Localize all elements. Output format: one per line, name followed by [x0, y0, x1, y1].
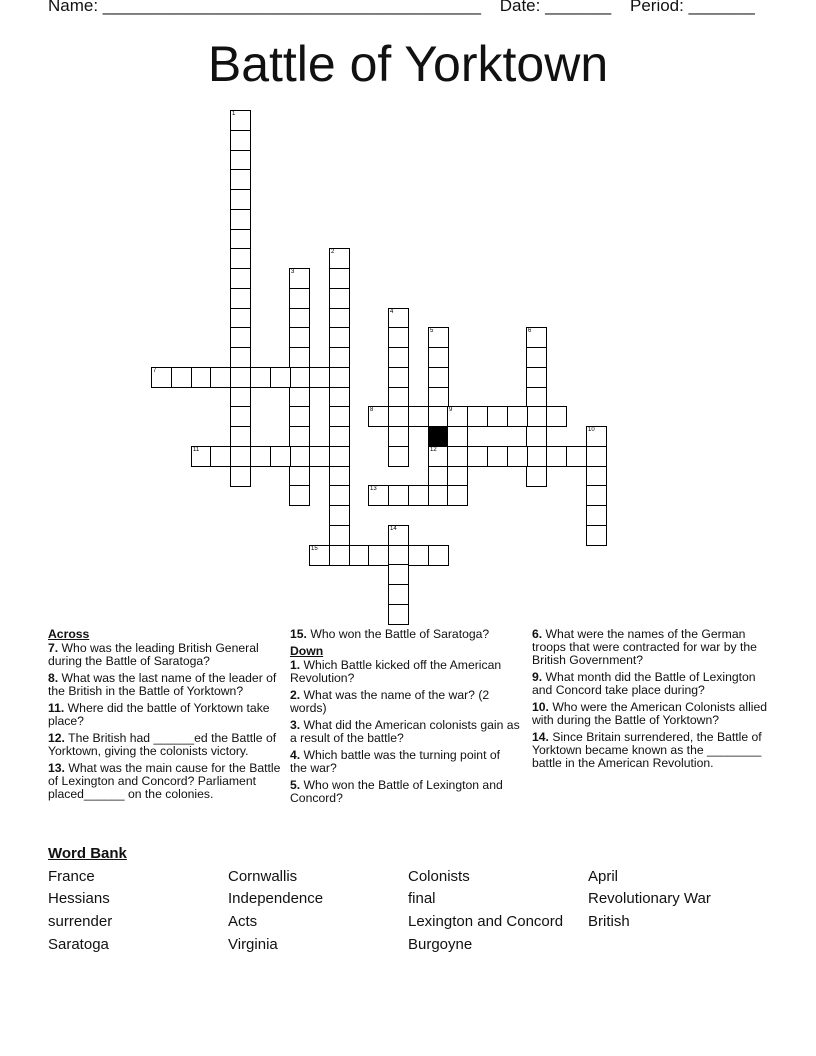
crossword-cell[interactable]: [467, 406, 488, 427]
crossword-cell[interactable]: [368, 485, 389, 506]
crossword-cell[interactable]: [526, 426, 547, 447]
crossword-cell[interactable]: [250, 367, 271, 388]
crossword-cell[interactable]: [388, 604, 409, 625]
clue-number: 13: [370, 486, 377, 492]
crossword-cell[interactable]: [309, 545, 330, 566]
crossword-cell[interactable]: [507, 406, 528, 427]
clue-number: 15: [311, 546, 318, 552]
crossword-cell[interactable]: [329, 505, 350, 526]
crossword-cell[interactable]: [230, 446, 251, 467]
crossword-cell[interactable]: [289, 485, 310, 506]
crossword-cell[interactable]: [250, 446, 271, 467]
crossword-cell[interactable]: [546, 406, 567, 427]
crossword-cell[interactable]: [230, 327, 251, 348]
crossword-cell[interactable]: [447, 426, 468, 447]
crossword-cell[interactable]: [230, 268, 251, 289]
clue-down-6: 6. What were the names of the German troops that were contracted for war by the British Government?: [532, 627, 757, 667]
crossword-cell[interactable]: [586, 505, 607, 526]
word-bank-item: final: [408, 890, 436, 907]
crossword-cell[interactable]: [329, 288, 350, 309]
crossword-cell[interactable]: [586, 446, 607, 467]
crossword-cell[interactable]: [309, 446, 330, 467]
crossword-cell[interactable]: [289, 446, 310, 467]
crossword-cell[interactable]: [329, 347, 350, 368]
crossword-cell[interactable]: [428, 545, 449, 566]
clue-number: 6: [528, 328, 532, 334]
clue-across-7: 7. Who was the leading British General during the Battle of Saratoga?: [48, 641, 259, 668]
crossword-cell[interactable]: [388, 327, 409, 348]
crossword-cell[interactable]: [586, 525, 607, 546]
crossword-cell[interactable]: [526, 327, 547, 348]
clue-number: 7: [153, 368, 157, 374]
crossword-cell[interactable]: [428, 466, 449, 487]
crossword-cell[interactable]: [546, 446, 567, 467]
crossword-cell[interactable]: [428, 367, 449, 388]
crossword-cell[interactable]: [428, 387, 449, 408]
clue-down-4: 4. Which battle was the turning point of the war?: [290, 748, 501, 775]
crossword-cell[interactable]: [388, 367, 409, 388]
crossword-cell[interactable]: [230, 406, 251, 427]
crossword-cell[interactable]: [289, 308, 310, 329]
crossword-cell[interactable]: [329, 406, 350, 427]
crossword-cell[interactable]: [408, 406, 429, 427]
crossword-cell[interactable]: [289, 327, 310, 348]
crossword-cell[interactable]: [210, 446, 231, 467]
crossword-cell[interactable]: [270, 367, 291, 388]
name-field[interactable]: Name: ________________________________________: [48, 0, 481, 15]
crossword-cell[interactable]: [289, 268, 310, 289]
crossword-cell[interactable]: [526, 446, 547, 467]
word-bank-item: surrender: [48, 913, 113, 930]
clue-number: 9: [449, 407, 453, 413]
word-bank-item: Virginia: [228, 936, 278, 953]
word-bank-item: Cornwallis: [228, 868, 298, 885]
crossword-cell[interactable]: [230, 288, 251, 309]
crossword-cell[interactable]: [586, 426, 607, 447]
clue-down-3: 3. What did the American colonists gain as a result of the battle?: [290, 718, 520, 745]
crossword-cell[interactable]: [230, 466, 251, 487]
crossword-cell[interactable]: [388, 347, 409, 368]
crossword-cell[interactable]: [388, 485, 409, 506]
clue-down-1: 1. Which Battle kicked off the American Revolution?: [290, 658, 502, 685]
down-heading: Down: [290, 644, 324, 658]
clue-down-5: 5. Who won the Battle of Lexington and Concord?: [290, 778, 503, 805]
crossword-cell[interactable]: [586, 466, 607, 487]
crossword-cell[interactable]: [428, 406, 449, 427]
crossword-cell[interactable]: [447, 466, 468, 487]
crossword-cell[interactable]: [230, 150, 251, 171]
crossword-cell[interactable]: [289, 367, 310, 388]
clue-down-2: 2. What was the name of the war? (2 words): [290, 688, 490, 715]
crossword-cell[interactable]: [526, 347, 547, 368]
crossword-cell[interactable]: [230, 347, 251, 368]
crossword-cell[interactable]: [388, 387, 409, 408]
clue-down-14: 14. Since Britain surrendered, the Battle of Yorktown became known as the ________ battle in the American Revolution.: [532, 730, 762, 770]
crossword-cell[interactable]: [230, 248, 251, 269]
crossword-cell[interactable]: [408, 545, 429, 566]
crossword-cell[interactable]: [526, 387, 547, 408]
clue-number: 5: [430, 328, 434, 334]
clue-across-12: 12. The British had ______ed the Battle of Yorktown, giving the colonists victory.: [48, 731, 277, 758]
clue-down-10: 10. Who were the American Colonists allied with during the Battle of Yorktown?: [532, 700, 768, 727]
crossword-cell[interactable]: [388, 525, 409, 546]
crossword-cell[interactable]: [428, 446, 449, 467]
clue-number: 10: [588, 427, 595, 433]
crossword-cell[interactable]: [368, 545, 389, 566]
clues-column-2: [290, 628, 520, 809]
crossword-cell[interactable]: [230, 209, 251, 230]
clue-down-9: 9. What month did the Battle of Lexington and Concord take place during?: [532, 670, 756, 697]
crossword-cell[interactable]: [329, 446, 350, 467]
crossword-cell[interactable]: [349, 545, 370, 566]
crossword-cell[interactable]: [329, 248, 350, 269]
crossword-cell[interactable]: [289, 406, 310, 427]
crossword-cell[interactable]: [230, 367, 251, 388]
crossword-cell[interactable]: [428, 485, 449, 506]
clue-number: 8: [370, 407, 374, 413]
word-bank-item: Acts: [228, 913, 258, 930]
crossword-cell[interactable]: [289, 288, 310, 309]
crossword-cell[interactable]: [329, 545, 350, 566]
crossword-cell[interactable]: [289, 426, 310, 447]
crossword-cell[interactable]: [388, 426, 409, 447]
crossword-cell[interactable]: [388, 446, 409, 467]
word-bank-item: Saratoga: [48, 936, 109, 953]
clues-column-1: [48, 628, 283, 805]
crossword-cell[interactable]: [230, 130, 251, 151]
crossword-cell[interactable]: [309, 367, 330, 388]
crossword-cell[interactable]: [526, 367, 547, 388]
clue-across-15: 15. Who won the Battle of Saratoga?: [290, 627, 490, 641]
crossword-cell[interactable]: [388, 545, 409, 566]
crossword-cell[interactable]: [329, 525, 350, 546]
word-bank-item: Colonists: [408, 868, 470, 885]
crossword-cell[interactable]: [487, 406, 508, 427]
crossword-cell[interactable]: [230, 110, 251, 131]
crossword-cell[interactable]: [230, 387, 251, 408]
crossword-cell[interactable]: [270, 446, 291, 467]
clue-number: 4: [390, 309, 394, 315]
clue-number: 12: [430, 447, 437, 453]
crossword-cell[interactable]: [329, 485, 350, 506]
crossword-cell[interactable]: [289, 387, 310, 408]
crossword-cell[interactable]: [467, 446, 488, 467]
crossword-cell[interactable]: [171, 367, 192, 388]
crossword-cell[interactable]: [428, 327, 449, 348]
crossword-cell[interactable]: [230, 189, 251, 210]
word-bank-item: April: [588, 868, 619, 885]
clue-number: 2: [331, 249, 335, 255]
crossword-cell[interactable]: [191, 367, 212, 388]
word-bank-item: Hessians: [48, 890, 110, 907]
clue-across-13: 13. What was the main cause for the Battle of Lexington and Concord? Parliament placed______ on the colonies.: [48, 761, 281, 801]
black-square: [428, 426, 449, 447]
crossword-cell[interactable]: [329, 268, 350, 289]
crossword-cell[interactable]: [388, 406, 409, 427]
crossword-cell[interactable]: [230, 308, 251, 329]
crossword-cell[interactable]: [289, 347, 310, 368]
crossword-cell[interactable]: [447, 446, 468, 467]
clue-across-8: 8. What was the last name of the leader of the British in the Battle of Yorktown?: [48, 671, 277, 698]
clue-number: 3: [291, 269, 295, 275]
clue-number: 1: [232, 111, 236, 117]
crossword-cell[interactable]: [526, 406, 547, 427]
crossword-cell[interactable]: [329, 466, 350, 487]
date-field[interactable]: Date: _______: [499, 0, 612, 15]
crossword-cell[interactable]: [388, 584, 409, 605]
crossword-cell[interactable]: [566, 446, 587, 467]
crossword-cell[interactable]: [151, 367, 172, 388]
word-bank-item: France: [48, 868, 95, 885]
word-bank-item: Burgoyne: [408, 936, 473, 953]
crossword-cell[interactable]: [507, 446, 528, 467]
crossword-cell[interactable]: [230, 426, 251, 447]
word-bank-item: Lexington and Concord: [408, 913, 564, 930]
crossword-cell[interactable]: [447, 406, 468, 427]
period-field[interactable]: Period: _______: [630, 0, 755, 15]
crossword-cell[interactable]: [329, 367, 350, 388]
clues-column-3: [532, 628, 772, 774]
crossword-cell[interactable]: [388, 564, 409, 585]
crossword-cell[interactable]: [487, 446, 508, 467]
page-title: Battle of Yorktown: [207, 36, 609, 92]
crossword-cell[interactable]: [230, 169, 251, 190]
word-bank-title: Word Bank: [48, 845, 127, 862]
crossword-cell[interactable]: [329, 327, 350, 348]
clue-number: 11: [193, 447, 200, 453]
crossword-cell[interactable]: [447, 485, 468, 506]
crossword-cell[interactable]: [428, 347, 449, 368]
crossword-cell[interactable]: [329, 426, 350, 447]
crossword-cell[interactable]: [191, 446, 212, 467]
crossword-cell[interactable]: [210, 367, 231, 388]
word-bank-item: Independence: [228, 890, 324, 907]
crossword-cell[interactable]: [526, 466, 547, 487]
crossword-cell[interactable]: [329, 308, 350, 329]
crossword-cell[interactable]: [368, 406, 389, 427]
crossword-cell[interactable]: [586, 485, 607, 506]
clue-across-11: 11. Where did the battle of Yorktown take place?: [48, 701, 270, 728]
word-bank-item: Revolutionary War: [588, 890, 711, 907]
crossword-cell[interactable]: [388, 308, 409, 329]
crossword-cell[interactable]: [289, 466, 310, 487]
crossword-cell[interactable]: [329, 387, 350, 408]
across-heading: Across: [48, 627, 90, 641]
crossword-cell[interactable]: [230, 229, 251, 250]
clue-number: 14: [390, 526, 397, 532]
crossword-cell[interactable]: [408, 485, 429, 506]
word-bank-item: British: [588, 913, 630, 930]
